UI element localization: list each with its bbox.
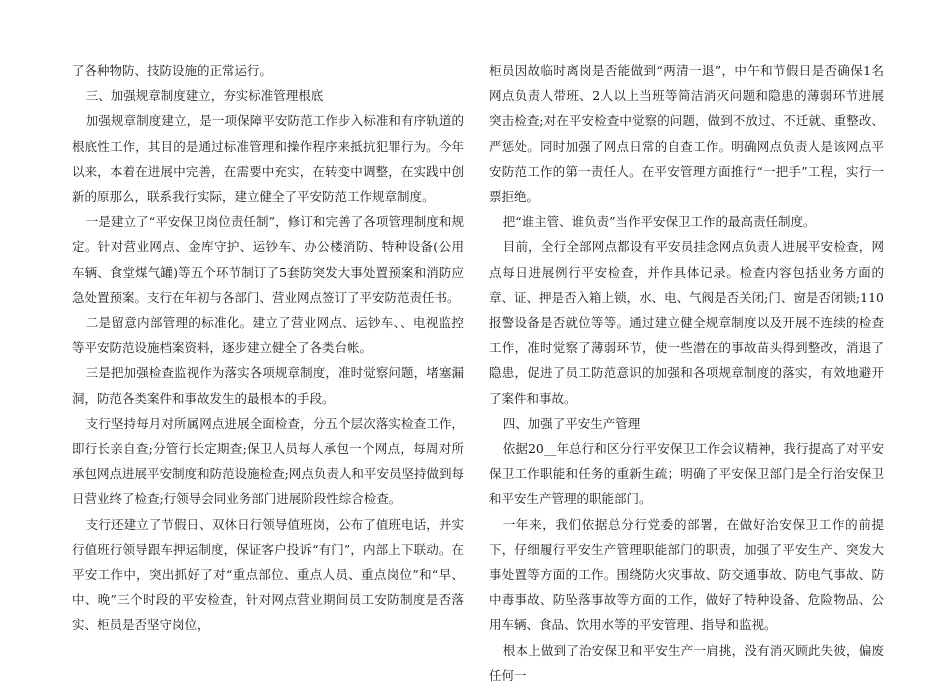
left-paragraph-4: 一是建立了“平安保卫岗位责任制”，修订和完善了各项管理制度和规定。针对营业网点、金库守护、运钞车、办公楼消防、特种设备(公用车辆、食堂煤气罐)等五个环节制订了5套防突发大事处置预案和消防应急处置预案。支行在年初与各部门、营业网点签订了平安防范责任书。 [72, 214, 464, 305]
left-paragraph-3: 加强规章制度建立，是一项保障平安防范工作步入标准和有序轨道的根底性工作，其目的是通过标准管理和操作程序来抵抗犯罪行为。今年以来，本着在进展中完善，在需要中充实，在转变中调整，在实践中创新的原那么，联系我行实际，建立健全了平安防范工作规章制度。 [72, 113, 464, 205]
left-paragraph-6: 三是把加强检查监视作为落实各项规章制度，准时觉察问题，堵塞漏洞，防范各类案件和事故发生的最根本的手段。 [72, 365, 464, 406]
right-paragraph-1: 柜员因故临时离岗是否能做到“两清一退”，中午和节假日是否确保1名网点负责人带班、2人以上当班等简洁消灭问题和隐患的薄弱环节进展突击检查;对在平安检查中觉察的问题，做到不放过、不迁就、重整改、严惩处。同时加强了网点日常的自查工作。明确网点负责人是该网点平安防范工作的第一责任人。在平安管理方面推行“一把手”工程，实行一票拒绝。 [489, 63, 884, 205]
section-heading-3: 三、加强规章制度建立，夯实标准管理根底 [85, 88, 324, 104]
right-paragraph-5: 依据20__年总行和区分行平安保卫工作会议精神，我行提高了对平安保卫工作职能和任务的重新生疏；明确了平安保卫部门是全行治安保卫和平安生产管理的职能部门。 [489, 441, 884, 507]
right-paragraph-2: 把“谁主管、谁负责”当作平安保卫工作的最高责任制度。 [502, 214, 816, 230]
left-column [72, 58, 464, 638]
left-paragraph-7: 支行坚持每月对所属网点进展全面检查，分五个层次落实检查工作，即行长亲自查;分管行长定期查;保卫人员每人承包一个网点，每周对所承包网点进展平安制度和防范设施检查;网点负责人和平安员坚持做到每日营业终了检查;行领导会同业务部门进展阶段性综合检查。 [72, 415, 464, 507]
left-paragraph-5: 二是留意内部管理的标准化。建立了营业网点、运钞车、、电视监控等平安防范设施档案资料，逐步建立健全了各类台帐。 [72, 315, 464, 356]
right-paragraph-6: 一年来，我们依据总分行党委的部署，在做好治安保卫工作的前提下，仔细履行平安生产管理职能部门的职责，加强了平安生产、突发大事处置等方面的工作。围绕防火灾事故、防交通事故、防电气事故、防中毒事故、防坠落事故等方面的工作，做好了特种设备、危险物品、公用车辆、食品、饮用水等的平安管理、指导和监视。 [489, 516, 884, 633]
left-paragraph-1: 了各种物防、技防设施的正常运行。 [72, 63, 273, 78]
left-paragraph-8: 支行还建立了节假日、双休日行领导值班岗，公布了值班电话，并实行值班行领导跟车押运制度，保证客户投诉“有门”，内部上下联动。在平安工作中，突出抓好了对“重点部位、重点人员、重点岗位”和“早、中、晚”三个时段的平安检查，针对网点营业期间员工安防制度是否落实、柜员是否坚守岗位， [72, 516, 464, 633]
right-paragraph-7: 根本上做到了治安保卫和平安生产一肩挑，没有消灭顾此失彼，偏废任何一 [489, 642, 884, 683]
right-column [489, 58, 884, 688]
section-heading-4: 四、加强了平安生产管理 [502, 415, 641, 431]
right-paragraph-3: 目前，全行全部网点都设有平安员挂念网点负责人进展平安检查，网点每日进展例行平安检查，并作具体记录。检查内容包括业务方面的章、证、押是否入箱上锁，水、电、气阀是否关闭;门、窗是否闭锁;110报警设备是否就位等等。通过建立健全规章制度以及开展不连续的检查工作，准时觉察了薄弱环节，使一些潜在的事故苗头得到整改，消退了隐患，促进了员工防范意识的加强和各项规章制度的落实，有效地避开了案件和事故。 [489, 239, 884, 406]
